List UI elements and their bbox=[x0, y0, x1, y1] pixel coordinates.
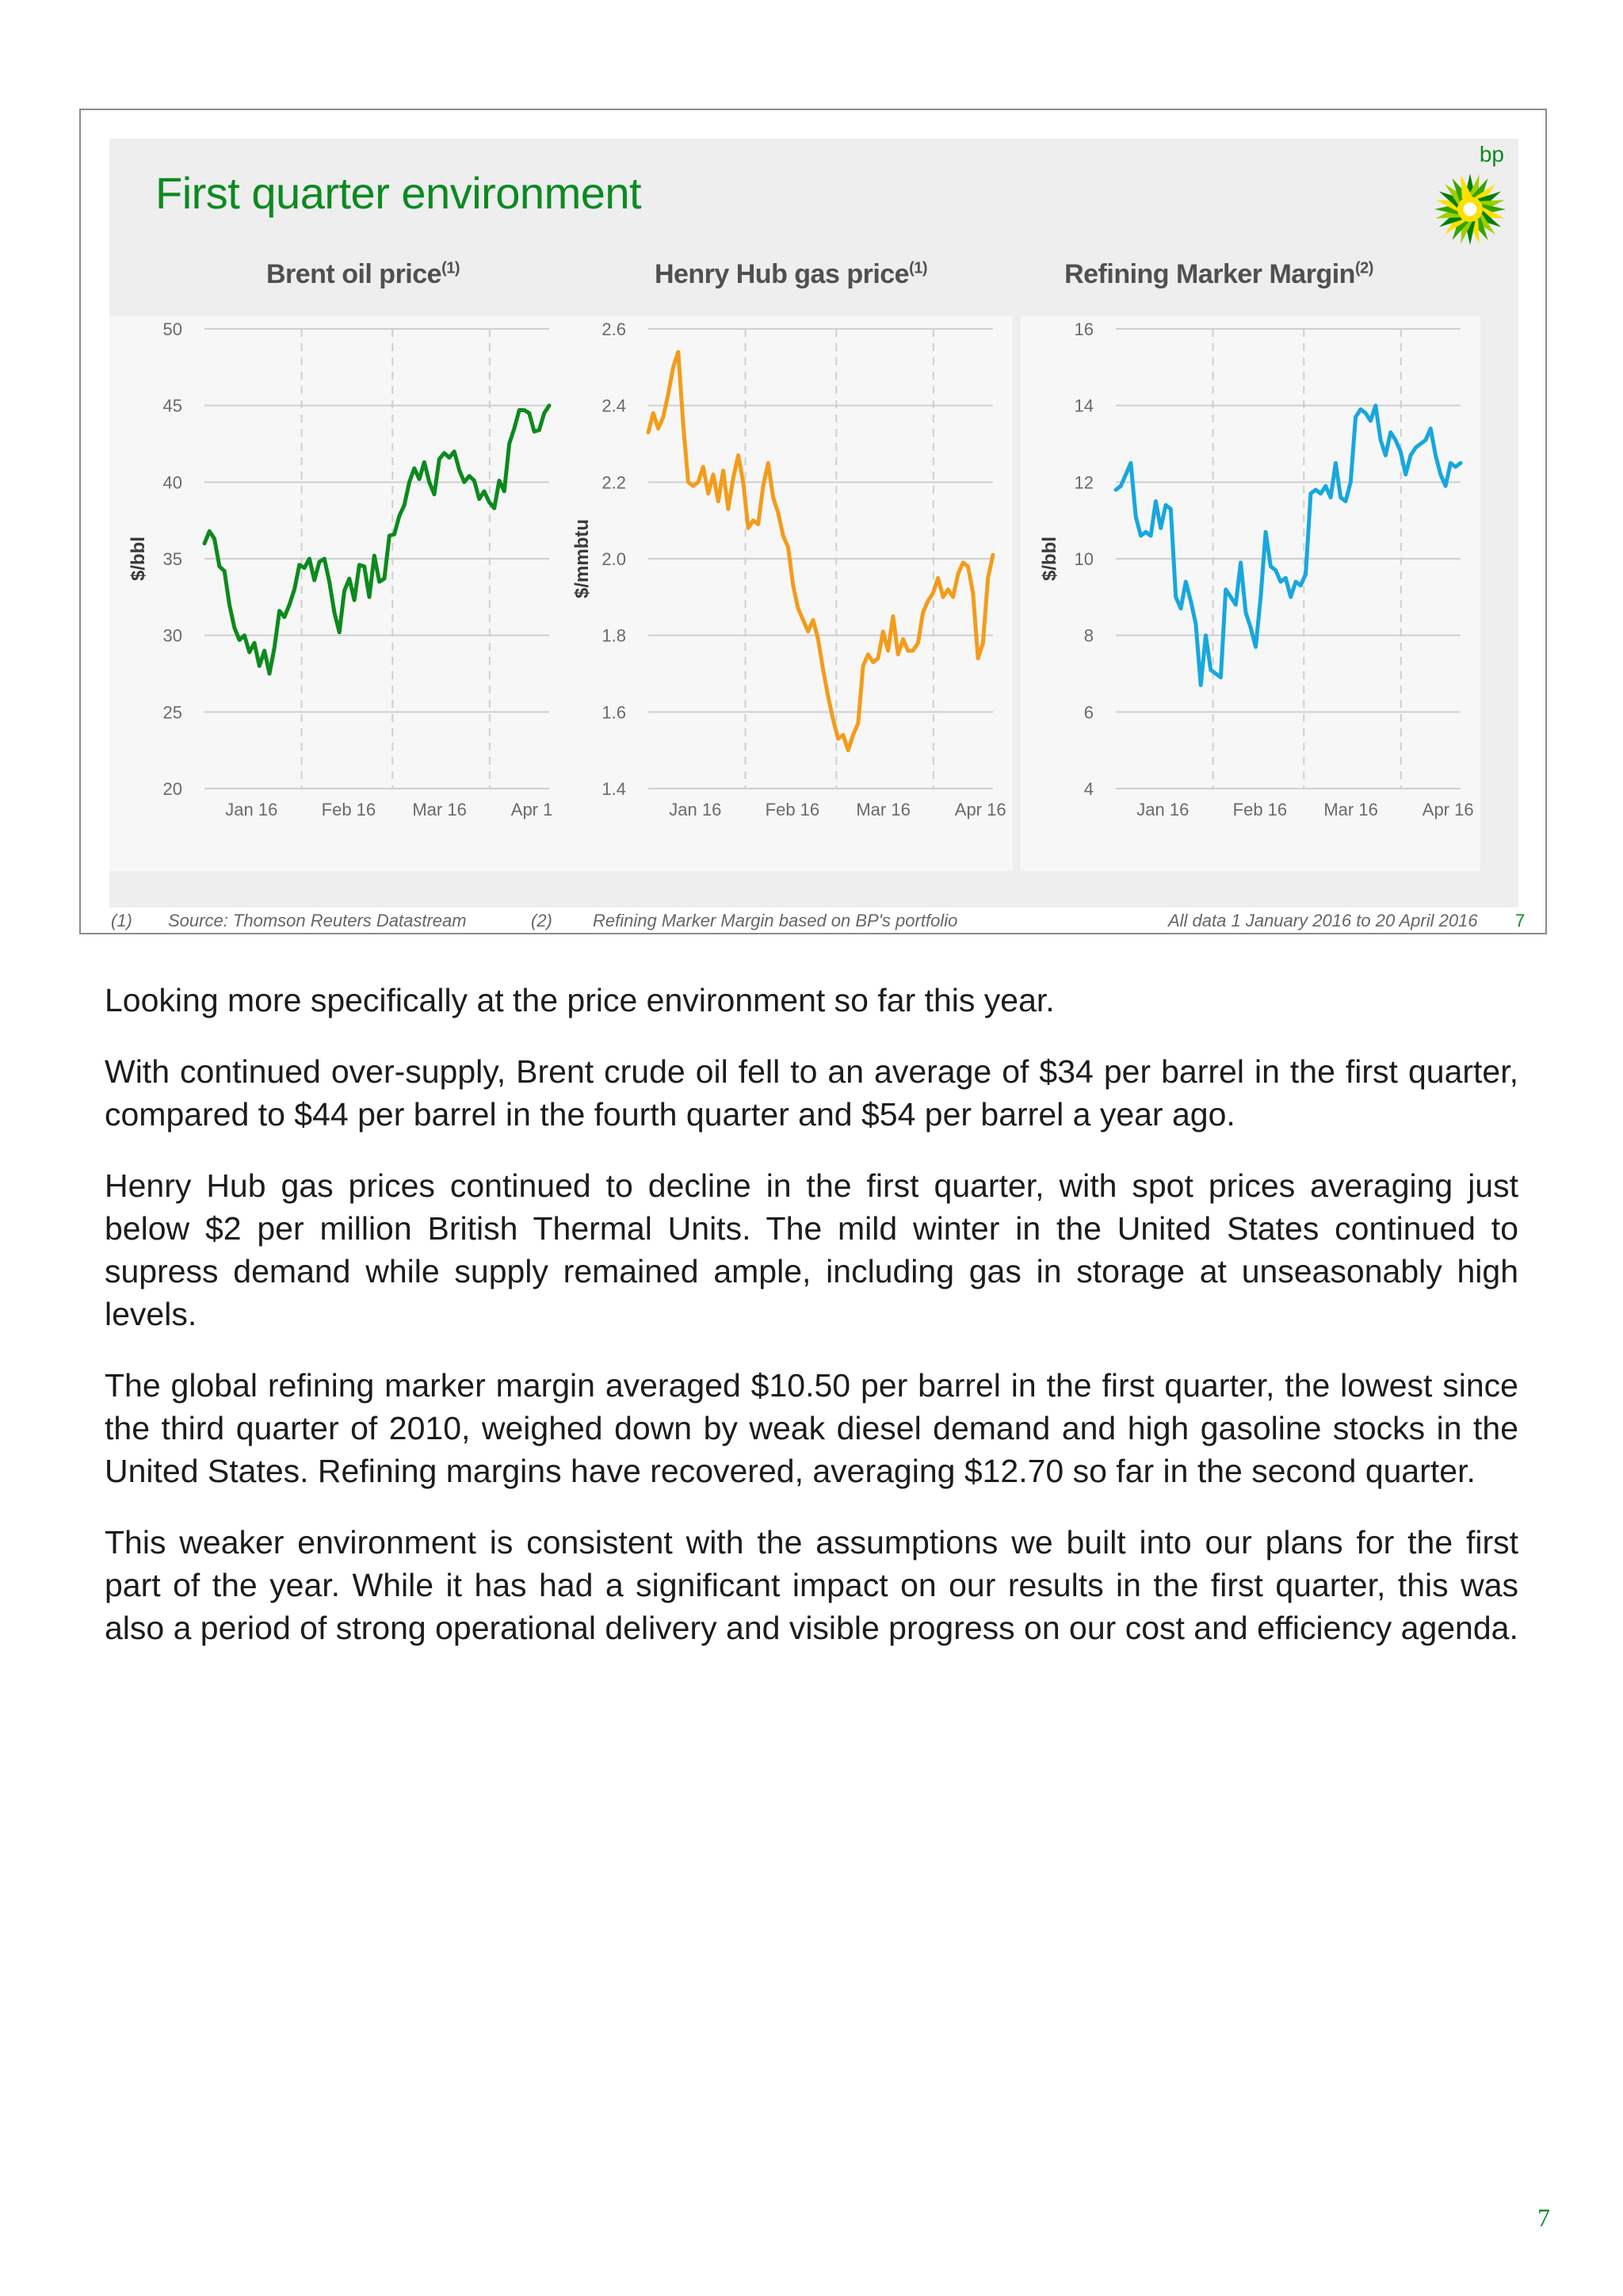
y-axis-label: $/mmbtu bbox=[571, 518, 593, 599]
x-tick-label: Mar 16 bbox=[856, 800, 911, 819]
bp-wordmark: bp bbox=[1479, 142, 1504, 166]
body-text bbox=[105, 979, 1518, 1678]
y-tick-label: 2.0 bbox=[601, 549, 626, 569]
y-tick-label: 20 bbox=[162, 779, 182, 799]
y-tick-label: 2.2 bbox=[601, 472, 626, 493]
paragraph: This weaker environment is consistent with the assumptions we built into our plans for the first part of the year. While it has had a significant impact on our results in the first quarter, this was also a period of strong operational delivery and visible progress on our cost and efficiency agenda. bbox=[105, 1524, 1518, 1646]
x-tick-label: Jan 16 bbox=[1136, 800, 1190, 819]
y-tick-label: 40 bbox=[162, 472, 182, 493]
x-tick-label: Apr 16 bbox=[510, 800, 563, 819]
series-line bbox=[1116, 406, 1461, 686]
paragraph: Looking more specifically at the price environment so far this year. bbox=[105, 982, 1055, 1018]
paragraph: Henry Hub gas prices continued to decline in the first quarter, with spot prices averaging just below $2 per million British Thermal Units. The mild winter in the United States continued to supress demand while supply remained ample, including gas in storage at unseasonably high levels. bbox=[105, 1167, 1518, 1332]
slide-frame bbox=[79, 109, 1547, 934]
footnote-marker-2: (2) bbox=[531, 911, 552, 930]
y-tick-label: 1.4 bbox=[601, 779, 626, 799]
y-tick-label: 10 bbox=[1074, 549, 1094, 569]
x-tick-label: Jan 16 bbox=[669, 800, 722, 819]
y-tick-label: 8 bbox=[1083, 625, 1094, 646]
y-tick-label: 2.4 bbox=[601, 395, 626, 416]
y-tick-label: 14 bbox=[1074, 395, 1094, 416]
series-line bbox=[204, 406, 549, 674]
y-tick-label: 25 bbox=[162, 702, 182, 723]
footnote-coverage: All data 1 January 2016 to 20 April 2016 bbox=[1168, 911, 1478, 930]
footnote-rmm: Refining Marker Margin based on BP's portfolio bbox=[593, 911, 958, 930]
y-tick-label: 35 bbox=[162, 549, 182, 569]
brent-oil-price-chart bbox=[109, 316, 569, 871]
slide bbox=[109, 139, 1526, 930]
y-tick-label: 1.6 bbox=[601, 702, 626, 723]
y-tick-label: 50 bbox=[162, 319, 182, 339]
x-tick-label: Apr 16 bbox=[1422, 800, 1474, 819]
slide-title: First quarter environment bbox=[155, 168, 642, 218]
y-tick-label: 6 bbox=[1083, 702, 1094, 723]
x-tick-label: Feb 16 bbox=[1232, 800, 1288, 819]
y-tick-label: 45 bbox=[162, 395, 182, 416]
y-tick-label: 4 bbox=[1083, 779, 1094, 799]
page-number: 7 bbox=[1537, 2203, 1550, 2232]
chart-title-henry-hub: Henry Hub gas price$^{(1)}$ bbox=[654, 259, 928, 289]
x-tick-label: Mar 16 bbox=[412, 800, 467, 819]
series-line bbox=[648, 352, 993, 751]
y-tick-label: 2.6 bbox=[601, 319, 626, 339]
y-tick-label: 30 bbox=[162, 625, 182, 646]
paragraph: The global refining marker margin averaged $10.50 per barrel in the first quarter, the lowest since the third quarter of 2010, weighed down by weak diesel demand and high gasoline stocks in the United States. Refining margins have recovered, averaging $12.70 so far in the second quarter. bbox=[105, 1367, 1518, 1489]
y-axis-label: $/bbl bbox=[128, 536, 149, 582]
chart-title-rmm: Refining Marker Margin$^{(2)}$ bbox=[1064, 259, 1373, 289]
y-axis-label: $/bbl bbox=[1039, 536, 1060, 582]
y-tick-label: 16 bbox=[1074, 319, 1094, 339]
x-tick-label: Apr 16 bbox=[954, 800, 1006, 819]
paragraph: With continued over-supply, Brent crude oil fell to an average of $34 per barrel in the first quarter, compared to $44 per barrel in the fourth quarter and $54 per barrel a year ago. bbox=[105, 1053, 1518, 1133]
refining-marker-margin-chart bbox=[1021, 316, 1480, 871]
y-tick-label: 1.8 bbox=[601, 625, 626, 646]
x-tick-label: Mar 16 bbox=[1323, 800, 1378, 819]
x-tick-label: Feb 16 bbox=[765, 800, 820, 819]
x-tick-label: Feb 16 bbox=[321, 800, 376, 819]
henry-hub-gas-price-chart bbox=[553, 316, 1013, 871]
chart-title-brent: Brent oil price$^{(1)}$ bbox=[265, 259, 460, 289]
footnote-source: Source: Thomson Reuters Datastream bbox=[168, 911, 467, 930]
y-tick-label: 12 bbox=[1074, 472, 1094, 493]
x-tick-label: Jan 16 bbox=[225, 800, 278, 819]
slide-number: 7 bbox=[1515, 911, 1526, 930]
footnote-marker-1: (1) bbox=[111, 911, 132, 930]
bp-helios-logo-icon bbox=[1433, 172, 1507, 246]
slide-footer bbox=[109, 911, 1526, 938]
